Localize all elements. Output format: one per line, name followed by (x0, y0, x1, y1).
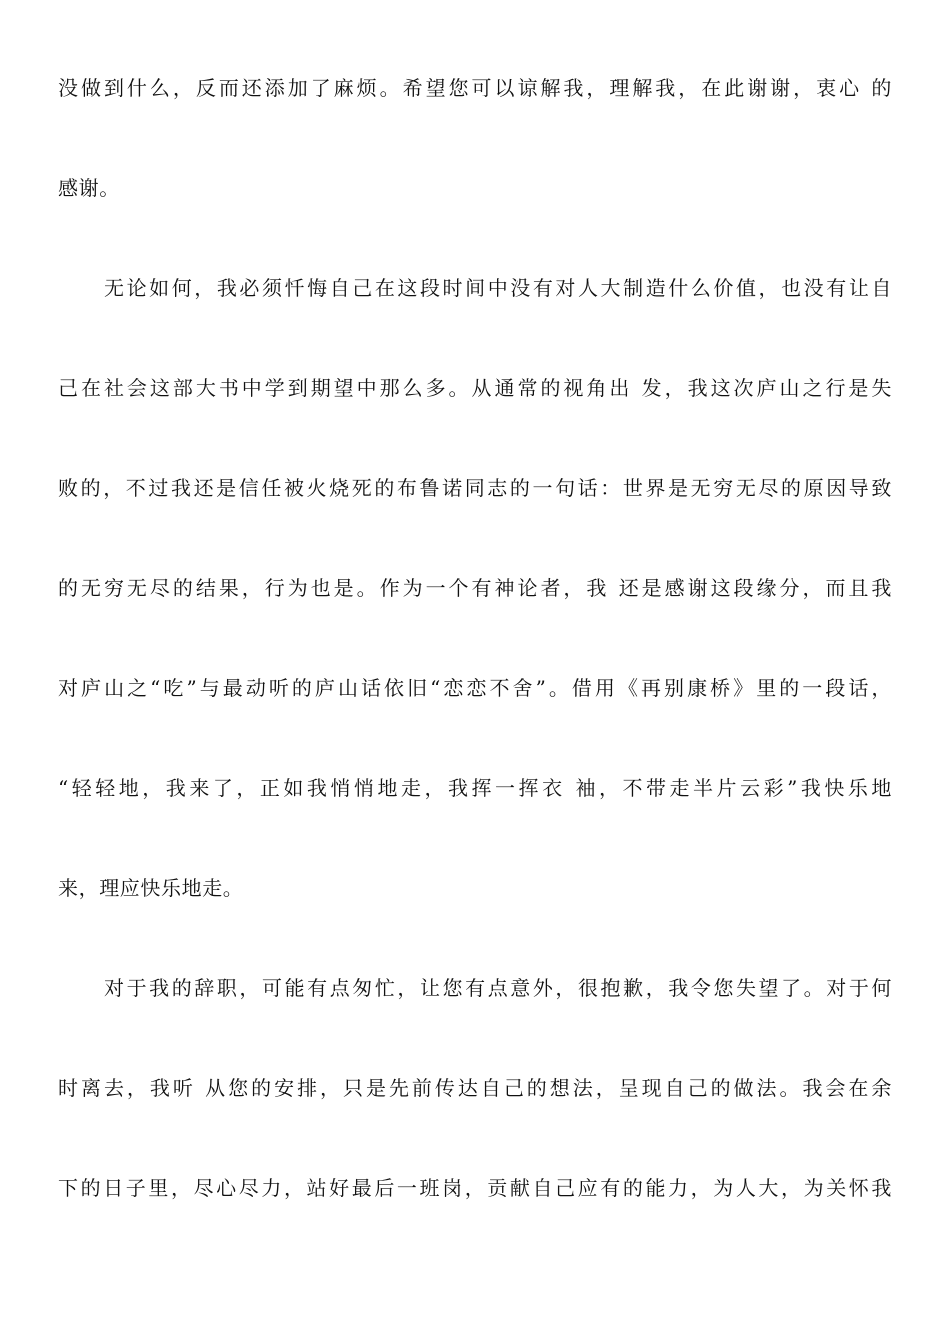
text-line: 时离去，我听 从您的安排，只是先前传达自己的想法，呈现自己的做法。我会在余 (58, 1076, 892, 1100)
text-line: 感谢。 (58, 176, 120, 200)
text-line: 的无穷无尽的结果，行为也是。作为一个有神论者，我 还是感谢这段缘分，而且我 (58, 576, 892, 600)
text-line: 对庐山之“吃”与最动听的庐山话依旧“恋恋不舍”。借用《再别康桥》里的一段话， (58, 676, 892, 700)
text-line: 无论如何，我必须忏悔自己在这段时间中没有对人大制造什么价值，也没有让自 (104, 276, 892, 300)
text-line: 下的日子里，尽心尽力，站好最后一班岗，贡献自己应有的能力，为人大，为关怀我 (58, 1176, 892, 1200)
text-line: 对于我的辞职，可能有点匆忙，让您有点意外，很抱歉，我令您失望了。对于何 (104, 976, 892, 1000)
text-line: 败的，不过我还是信任被火烧死的布鲁诺同志的一句话：世界是无穷无尽的原因导致 (58, 476, 892, 500)
text-line: 己在社会这部大书中学到期望中那么多。从通常的视角出 发，我这次庐山之行是失 (58, 376, 892, 400)
text-line: “轻轻地，我来了，正如我悄悄地走，我挥一挥衣 袖，不带走半片云彩”我快乐地 (58, 776, 892, 800)
text-line: 来，理应快乐地走。 (58, 876, 244, 900)
text-line: 没做到什么，反而还添加了麻烦。希望您可以谅解我，理解我，在此谢谢，衷心 的 (58, 76, 892, 100)
